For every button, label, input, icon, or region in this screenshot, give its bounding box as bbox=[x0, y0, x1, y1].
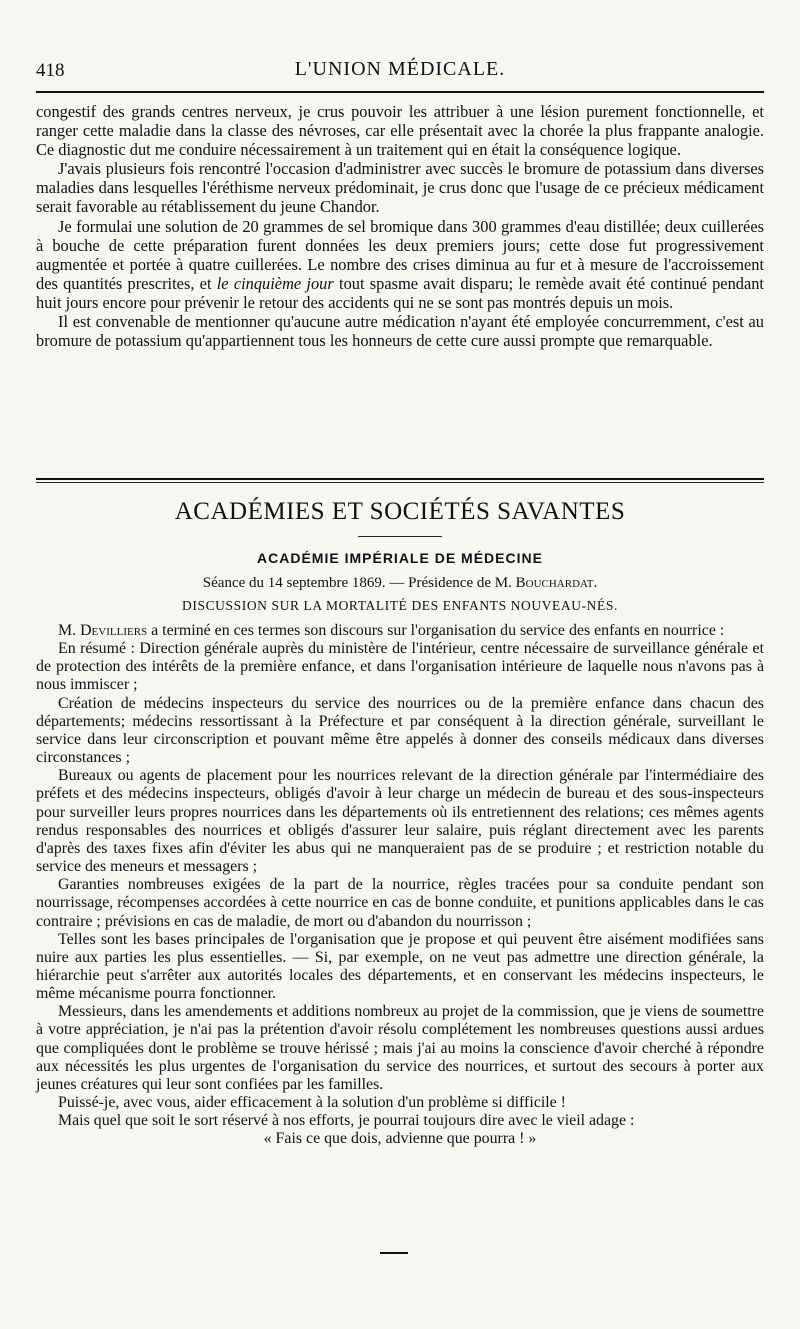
speech-paragraph-1-text: a terminé en ces termes son discours sur l'organisation du service des enfants en nourrice : bbox=[147, 622, 725, 639]
discussion-title: DISCUSSION SUR LA MORTALITÉ DES ENFANTS NOUVEAU-NÉS. bbox=[182, 598, 618, 613]
speaker-name: Devilliers bbox=[80, 622, 148, 639]
speech-paragraph-6: Telles sont les bases principales de l'organisation que je propose et qui peuvent être aisément modifiées sans nuire aux parties les plus essentielles. — Si, par exemple, on ne veut pas admettre une direction générale, la hiérarchie peut s'arrêter aux autorités locales des départements, et en conservant les médecins inspecteurs, le même mécanisme pourra fonctionner. bbox=[36, 930, 764, 1003]
session-line bbox=[36, 575, 764, 592]
article-paragraph-3 bbox=[36, 217, 764, 312]
president-name: Bouchardat. bbox=[515, 575, 598, 591]
speech-paragraph-8: Puissé-je, avec vous, aider efficacement à la solution d'un problème si difficile ! bbox=[58, 1094, 566, 1112]
section-title: ACADÉMIES ET SOCIÉTÉS SAVANTES bbox=[174, 498, 626, 525]
academy-name: ACADÉMIE IMPÉRIALE DE MÉDECINE bbox=[257, 550, 543, 566]
speech-paragraph-4: Bureaux ou agents de placement pour les nourrices relevant de la direction générale par l'intermédiaire des préfets et des médecins inspecteurs, obligés d'avoir à leur charge un médecin de bureau et des sous-inspecteurs pour surveiller leurs propres nourrices dans les départements où ils entretiennent des relations; ces mêmes agents rendus responsables des nourrices et obligés d'assurer leur salaire, puis réglant directement avec les parents d'après des taxes fixes afin d'éviter les abus qui ne manqueraient pas de se produire ; et restriction notable du service des meneurs et messagers ; bbox=[36, 767, 764, 876]
page-number: 418 bbox=[36, 60, 65, 81]
article-paragraph-4: Il est convenable de mentionner qu'aucune autre médication n'ayant été employée concurremment, c'est au bromure de potassium qu'appartiennent tous les honneurs de cette cure aussi prompte que remarquable. bbox=[36, 312, 764, 351]
page-header bbox=[36, 58, 764, 86]
end-rule bbox=[380, 1252, 408, 1254]
speech-paragraph-9: Mais quel que soit le sort réservé à nos efforts, je pourrai toujours dire avec le vieil adage : bbox=[58, 1112, 635, 1130]
speech-paragraph-1 bbox=[36, 622, 764, 640]
speech-paragraph-2: En résumé : Direction générale auprès du ministère de l'intérieur, centre nécessaire de surveillance générale et de protection des intérêts de la première enfance, et dans l'organisation intérieure de laquelle nous n'avons pas à nous immiscer ; bbox=[36, 640, 764, 694]
section-heading-block bbox=[36, 490, 764, 614]
session-text: Séance du 14 septembre 1869. — Présidence de M. bbox=[202, 575, 516, 591]
header-rule bbox=[36, 91, 764, 93]
section-title-rule bbox=[358, 536, 442, 537]
journal-title: L'UNION MÉDICALE. bbox=[294, 58, 506, 80]
article-paragraph-1: congestif des grands centres nerveux, je crus pouvoir les attribuer à une lésion purement fonctionnelle, et ranger cette maladie dans la classe des névroses, car elle présentait avec la chorée la plus frappante analogie. Ce diagnostic dut me conduire nécessairement à un traitement qui en était la conséquence logique. bbox=[36, 102, 764, 160]
article-paragraph-2: J'avais plusieurs fois rencontré l'occasion d'administrer avec succès le bromure de potassium dans diverses maladies dans lesquelles l'éréthisme nerveux prédominait, je crus donc que l'usage de ce précieux médicament serait favorable au rétablissement du jeune Chandor. bbox=[36, 159, 764, 217]
article-paragraph-3-emphasis: le cinquième jour bbox=[216, 273, 334, 293]
article-body bbox=[36, 102, 764, 350]
speech-paragraph-7: Messieurs, dans les amendements et additions nombreux au projet de la commission, que je viens de soumettre à votre appréciation, je n'ai pas la prétention d'avoir résolu complétement les nombreuses questions aussi ardues que compliquées dont le problème se trouve hérissé ; mais j'ai au moins la conscience d'avoir cherché à répondre aux nécessités les plus urgentes de l'organisation du service des nourrices, et surtout des secours à porter aux jeunes créatures qui leur sont confiées par les familles. bbox=[36, 1003, 764, 1093]
speaker-prefix: M. bbox=[58, 622, 81, 639]
section-rule-bottom bbox=[36, 482, 764, 483]
speech-paragraph-5: Garanties nombreuses exigées de la part de la nourrice, règles tracées pour sa conduite pendant son nourrissage, récompenses accordées à cette nourrice en cas de bonne conduite, et punitions applicables dans le cas contraire ; prévisions en cas de maladie, de mort ou d'abandon du nourrisson ; bbox=[36, 876, 764, 930]
article-paragraph-3-a: Je formulai une solution de 20 grammes de sel bromique dans 300 grammes d'eau distillée; deux cuillerées à bouche de cette préparation furent données les deux premiers jours; cette dose fut progressivement augmentée et portée à quatre cuillerées. Le nombre des crises diminua au fur et à mesure de l'accroissement des quantités prescrites, et bbox=[36, 216, 764, 293]
speech-paragraph-3: Création de médecins inspecteurs du service des nourrices ou de la première enfance dans chacun des départements; médecins ressortissant à la Préfecture et par conséquent à la direction générale, surveillant le service dans leur circonscription et pouvant même être appelés à donner des conseils médicaux dans diverses circonstances ; bbox=[36, 694, 764, 767]
speech-body bbox=[36, 622, 764, 1149]
closing-quote: « Fais ce que dois, advienne que pourra ! » bbox=[263, 1130, 537, 1148]
article-paragraph-3-b: tout spasme avait disparu; le remède avait été continué pendant huit jours encore pour prévenir le retour des accidents qui ne se sont pas montrés depuis un mois. bbox=[36, 273, 764, 312]
section-rule-top bbox=[36, 478, 764, 480]
